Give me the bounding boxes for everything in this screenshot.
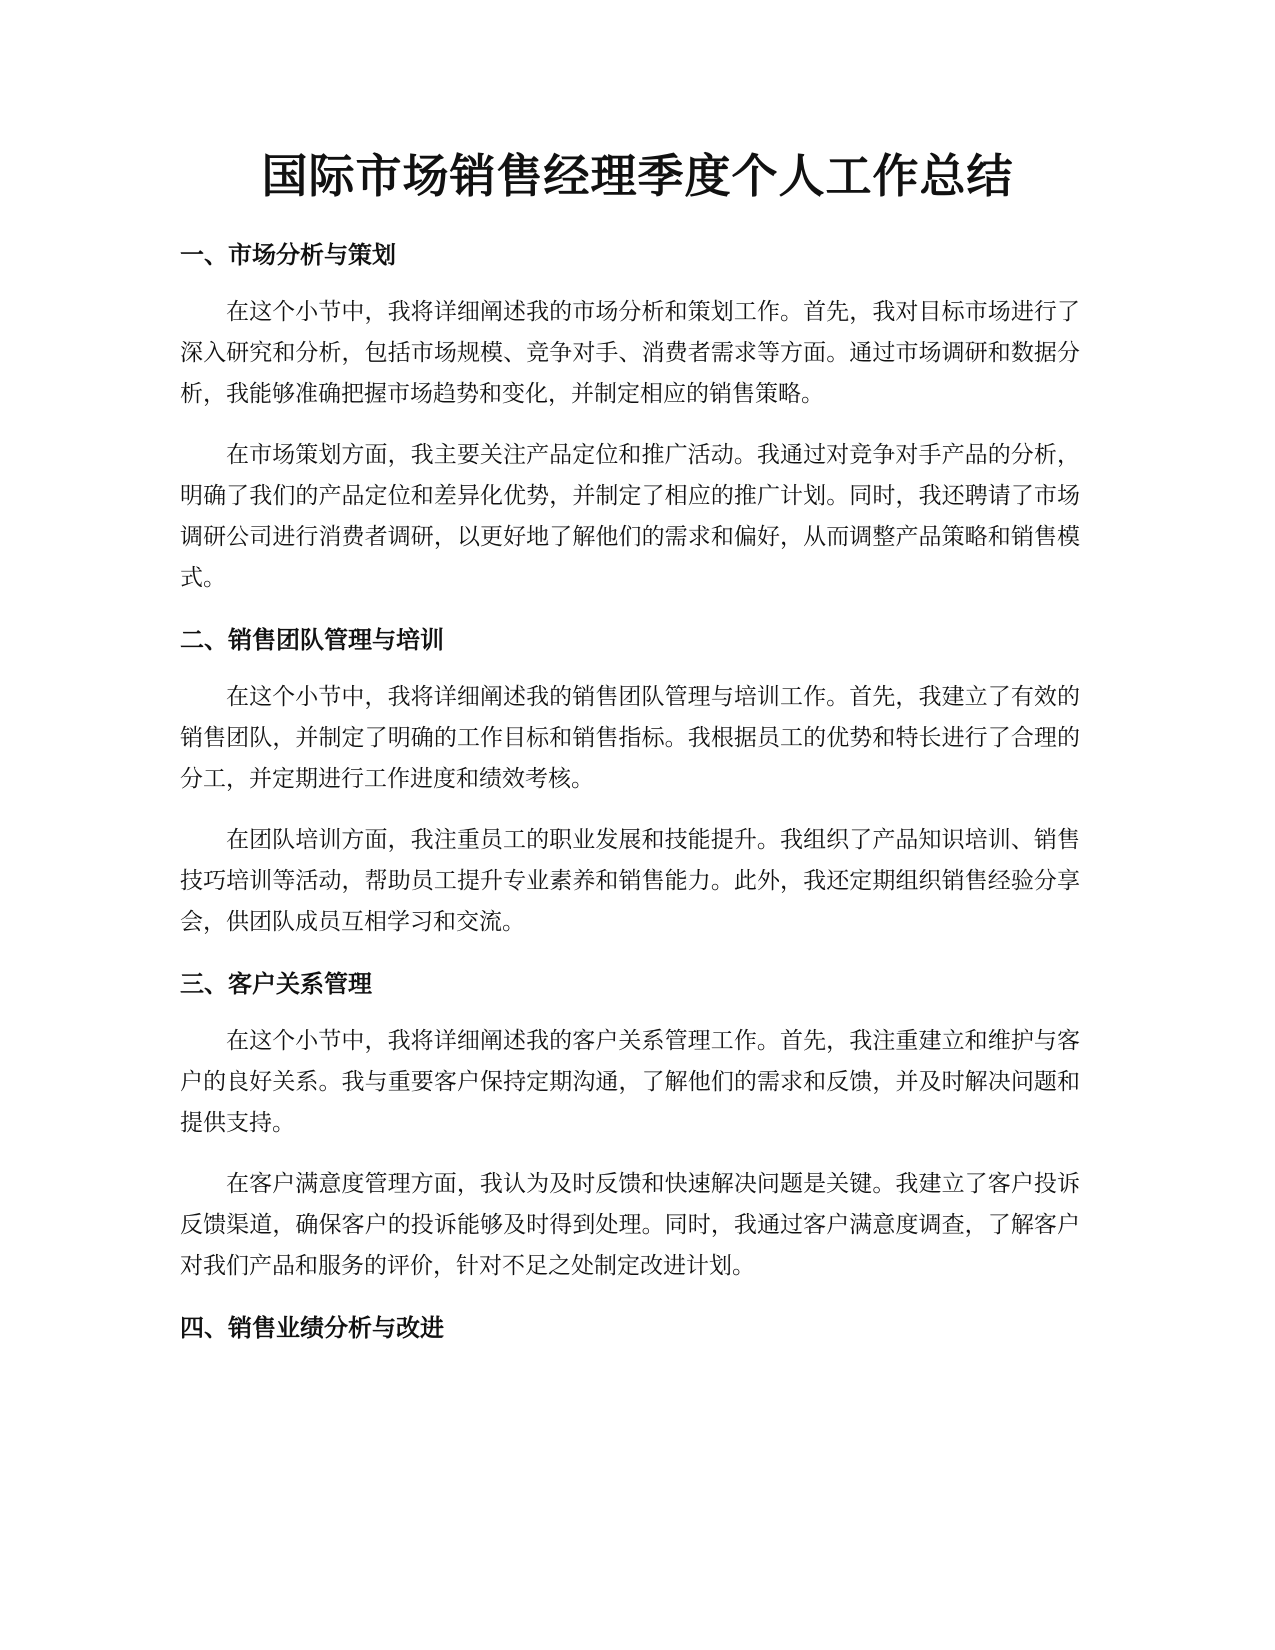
- section-heading: 二、销售团队管理与培训: [180, 626, 444, 654]
- section-heading: 四、销售业绩分析与改进: [180, 1314, 444, 1342]
- paragraph: 在这个小节中，我将详细阐述我的销售团队管理与培训工作。首先，我建立了有效的销售团队，并制定了明确的工作目标和销售指标。我根据员工的优势和特长进行了合理的分工，并定期进行工作进度和绩效考核。: [180, 684, 1080, 792]
- paragraph: 在团队培训方面，我注重员工的职业发展和技能提升。我组织了产品知识培训、销售技巧培训等活动，帮助员工提升专业素养和销售能力。此外，我还定期组织销售经验分享会，供团队成员互相学习和交流。: [180, 827, 1080, 935]
- paragraph: 在这个小节中，我将详细阐述我的客户关系管理工作。首先，我注重建立和维护与客户的良好关系。我与重要客户保持定期沟通，了解他们的需求和反馈，并及时解决问题和提供支持。: [180, 1028, 1080, 1136]
- paragraph: 在客户满意度管理方面，我认为及时反馈和快速解决问题是关键。我建立了客户投诉反馈渠道，确保客户的投诉能够及时得到处理。同时，我通过客户满意度调查，了解客户对我们产品和服务的评价，针对不足之处制定改进计划。: [180, 1171, 1080, 1279]
- paragraph: 在这个小节中，我将详细阐述我的市场分析和策划工作。首先，我对目标市场进行了深入研究和分析，包括市场规模、竞争对手、消费者需求等方面。通过市场调研和数据分析，我能够准确把握市场趋势和变化，并制定相应的销售策略。: [180, 299, 1080, 407]
- paragraph: 在市场策划方面，我主要关注产品定位和推广活动。我通过对竞争对手产品的分析，明确了我们的产品定位和差异化优势，并制定了相应的推广计划。同时，我还聘请了市场调研公司进行消费者调研，以更好地了解他们的需求和偏好，从而调整产品策略和销售模式。: [180, 442, 1080, 591]
- section-heading: 三、客户关系管理: [180, 970, 372, 998]
- section-sales-performance: [180, 1313, 1080, 1343]
- section-heading: 一、市场分析与策划: [180, 241, 396, 269]
- section-market-analysis: [180, 240, 1080, 599]
- section-customer-relations: [180, 969, 1080, 1287]
- document-body: [180, 240, 1080, 1369]
- section-sales-team: [180, 625, 1080, 943]
- document-title: 国际市场销售经理季度个人工作总结: [261, 149, 1014, 203]
